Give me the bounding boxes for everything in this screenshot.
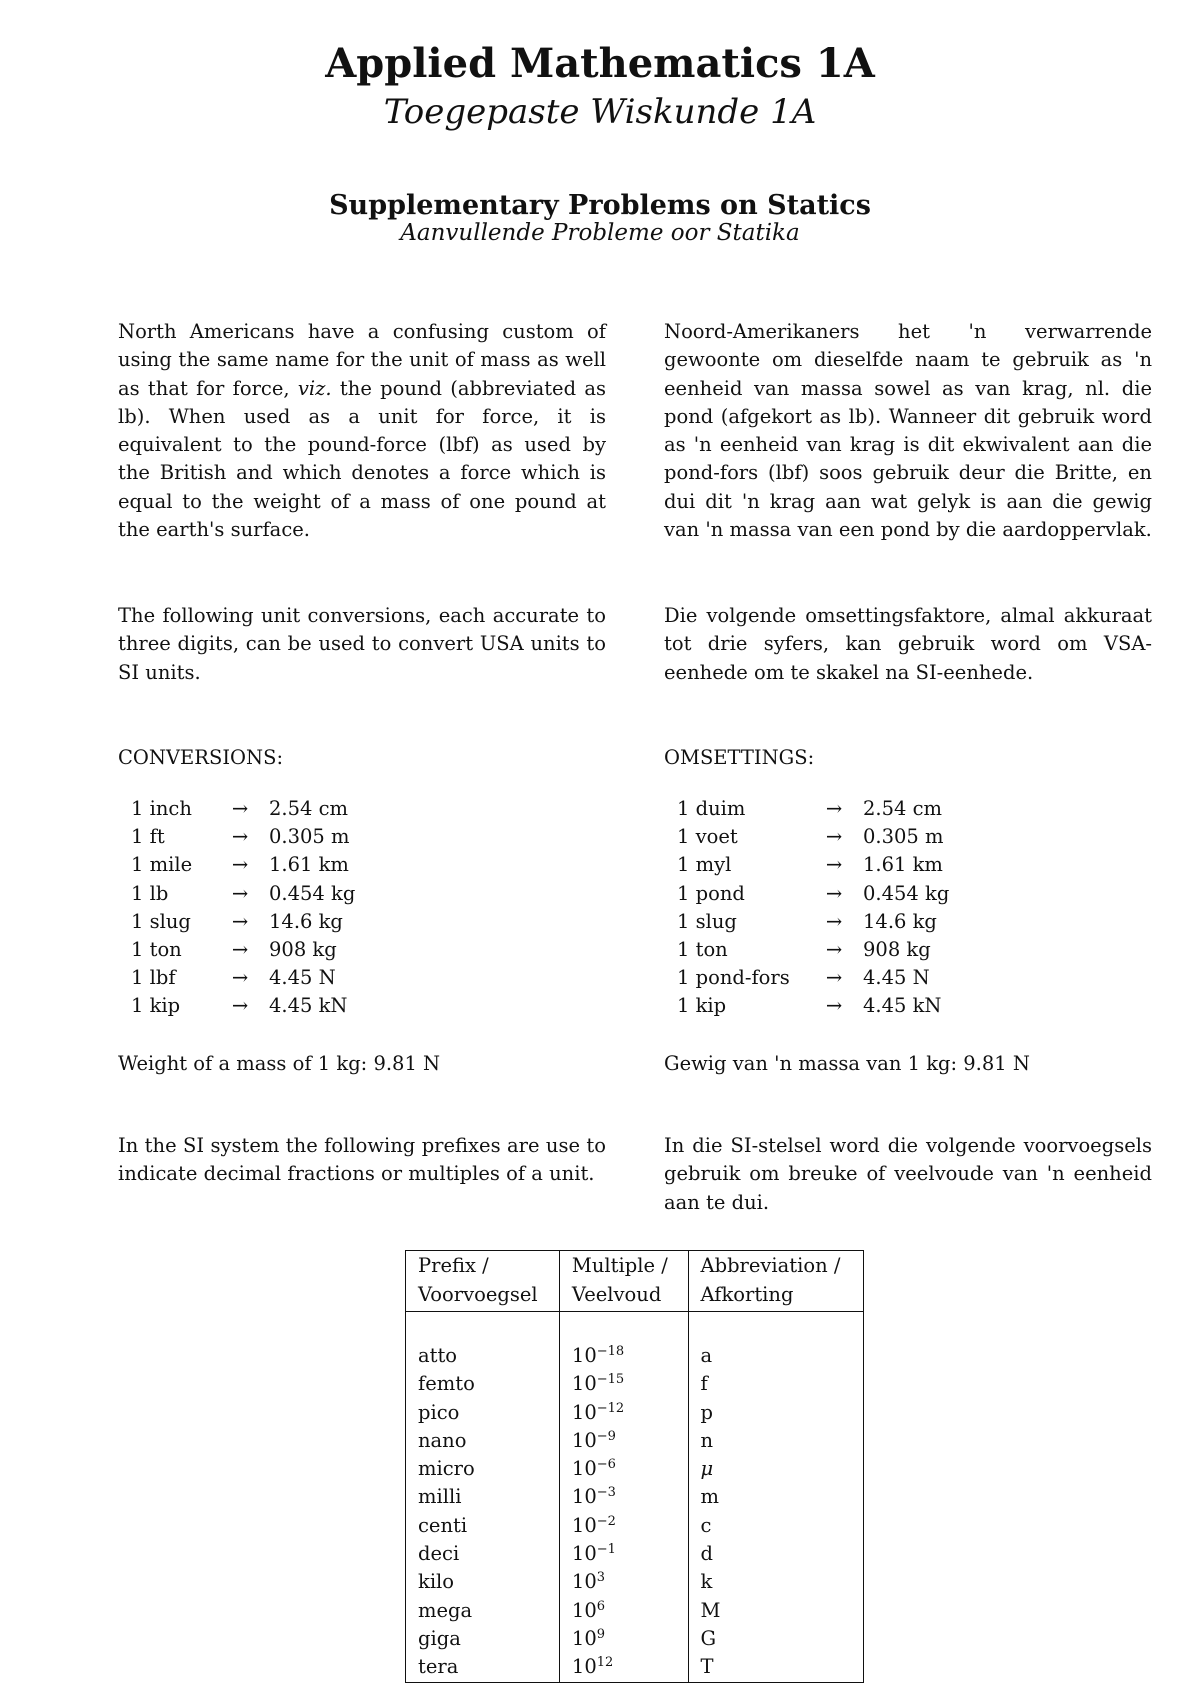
english-conversions-intro: The following unit conversions, each accurate to three digits, can be used to convert USA units to SI units.: [118, 604, 606, 684]
arrow-icon: →: [231, 994, 249, 1018]
afrikaans-conversions-intro: Die volgende omsettingsfaktore, almal akkuraat tot drie syfers, kan gebruik word om VSA-eenhede om te skakel na SI-eenhede.: [664, 604, 1152, 684]
table-row: [406, 1342, 864, 1370]
arrow-icon: →: [231, 966, 249, 990]
conversion-to: 4.45 kN: [863, 994, 942, 1018]
prefix-multiple: [559, 1483, 688, 1511]
conversion-to: 14.6 kg: [269, 909, 343, 933]
conversion-to: 0.454 kg: [863, 881, 950, 905]
conversion-from: 1 lbf: [131, 966, 176, 990]
conversion-from: 1 kip: [677, 994, 727, 1018]
si-prefix-table: [405, 1250, 864, 1683]
prefix-multiple: [559, 1625, 688, 1653]
arrow-icon: →: [231, 797, 249, 820]
conversion-from: 1 ft: [131, 825, 165, 849]
table-row: [406, 1399, 864, 1427]
multiple-exponent: 3: [596, 1570, 606, 1586]
multiple-exponent: −3: [596, 1485, 616, 1501]
multiple-base: 10: [571, 1542, 597, 1566]
conversion-from: 1 voet: [677, 825, 738, 849]
multiple-base: 10: [571, 1570, 597, 1594]
afrikaans-conversions-heading: OMSETTINGS:: [664, 746, 815, 769]
prefix-name: kilo: [406, 1568, 560, 1596]
conversion-from: 1 kip: [131, 994, 181, 1018]
prefix-name: mega: [406, 1597, 560, 1625]
conversion-row: [677, 992, 949, 1020]
prefix-abbreviation: k: [688, 1568, 864, 1596]
page-subtitle: Toegepaste Wiskunde 1A: [383, 92, 817, 132]
prefix-name: atto: [406, 1342, 560, 1370]
table-row: [406, 1597, 864, 1625]
conversion-row: [131, 880, 355, 908]
prefix-name: femto: [406, 1370, 560, 1398]
conversion-row: [677, 964, 949, 992]
conversion-from: 1 inch: [131, 797, 192, 820]
multiple-exponent: −18: [596, 1344, 625, 1359]
english-intro-paragraph: North Americans have a confusing custom of using the same name for the unit of mass as well as that for force, viz. the pound (abbreviated as lb). When used as a unit for force, it is equivalent to the pound-force (lbf) as used by the British and which denotes a force which is equal to the weight of a mass of one pound at the earth's surface.: [118, 320, 606, 542]
multiple-exponent: −6: [596, 1457, 616, 1473]
english-conversions-heading: CONVERSIONS:: [118, 746, 284, 769]
header-abbreviation: [688, 1251, 864, 1312]
prefix-abbreviation: f: [688, 1370, 864, 1398]
prefix-abbreviation: n: [688, 1427, 864, 1455]
multiple-exponent: 12: [596, 1655, 614, 1671]
conversion-row: [131, 992, 355, 1020]
conversion-from: 1 slug: [677, 909, 737, 933]
multiple-base: 10: [571, 1457, 597, 1481]
prefix-multiple: [559, 1342, 688, 1370]
conversion-row: [131, 795, 355, 823]
prefix-multiple: [559, 1540, 688, 1568]
prefix-abbreviation: m: [688, 1483, 864, 1511]
section-title: Supplementary Problems on Statics: [329, 190, 871, 221]
prefix-abbreviation: c: [688, 1512, 864, 1540]
conversion-to: 14.6 kg: [863, 909, 937, 933]
arrow-icon: →: [825, 909, 843, 933]
english-conversions-list: [131, 795, 355, 1021]
conversion-row: [131, 851, 355, 879]
english-prefix-intro: In the SI system the following prefixes are use to indicate decimal fractions or multiples of a unit.: [118, 1134, 606, 1186]
conversion-from: 1 pond: [677, 881, 745, 905]
table-row: [406, 1653, 864, 1682]
prefix-name: nano: [406, 1427, 560, 1455]
section-subtitle: Aanvullende Probleme oor Statika: [400, 220, 800, 246]
afrikaans-intro-paragraph: Noord-Amerikaners het 'n verwarrende gewoonte om dieselfde naam te gebruik as 'n eenheid van massa sowel as van krag, nl. die pond (afgekort as lb). Wanneer dit gebruik word as 'n eenheid van krag is dit ekwivalent aan die pond-fors (lbf) soos gebruik deur die Britte, en dui dit 'n krag aan wat gelyk is aan die gewig van 'n massa van een pond by die aardoppervlak.: [664, 320, 1152, 542]
multiple-base: 10: [571, 1428, 597, 1452]
prefix-abbreviation: M: [688, 1597, 864, 1625]
multiple-exponent: −15: [596, 1372, 625, 1388]
arrow-icon: →: [231, 881, 249, 905]
table-row: [406, 1483, 864, 1511]
multiple-base: 10: [571, 1626, 597, 1650]
prefix-abbreviation: d: [688, 1540, 864, 1568]
prefix-name: tera: [406, 1653, 560, 1682]
multiple-base: 10: [571, 1485, 597, 1509]
header-prefix: [406, 1251, 560, 1312]
prefix-abbreviation: a: [688, 1342, 864, 1370]
table-row: [406, 1512, 864, 1540]
arrow-icon: →: [231, 938, 249, 962]
afrikaans-conversions-list: [677, 795, 949, 1021]
prefix-name: milli: [406, 1483, 560, 1511]
conversion-from: 1 duim: [677, 797, 746, 820]
table-row: [406, 1427, 864, 1455]
multiple-exponent: −12: [596, 1400, 625, 1416]
table-row: [406, 1540, 864, 1568]
table-row: [406, 1625, 864, 1653]
multiple-exponent: −1: [596, 1542, 616, 1558]
arrow-icon: →: [231, 909, 249, 933]
prefix-multiple: [559, 1455, 688, 1483]
header-multiple: [559, 1251, 688, 1312]
multiple-base: 10: [571, 1513, 597, 1537]
multiple-base: 10: [571, 1655, 597, 1679]
conversion-row: [677, 795, 949, 823]
conversion-to: 2.54 cm: [269, 797, 349, 820]
multiple-exponent: −2: [596, 1513, 616, 1529]
conversion-to: 0.305 m: [863, 825, 944, 849]
prefix-abbreviation: G: [688, 1625, 864, 1653]
prefix-name: giga: [406, 1625, 560, 1653]
conversion-from: 1 lb: [131, 881, 169, 905]
arrow-icon: →: [231, 853, 249, 877]
table-header-row: [406, 1251, 864, 1312]
conversion-to: 2.54 cm: [863, 797, 943, 820]
conversion-from: 1 ton: [131, 938, 182, 962]
arrow-icon: →: [825, 966, 843, 990]
table-row: [406, 1370, 864, 1398]
conversion-row: [131, 908, 355, 936]
arrow-icon: →: [825, 881, 843, 905]
conversion-from: 1 myl: [677, 853, 732, 877]
conversion-from: 1 ton: [677, 938, 728, 962]
conversion-row: [677, 936, 949, 964]
conversion-row: [677, 823, 949, 851]
conversion-to: 4.45 N: [863, 966, 930, 990]
prefix-multiple: [559, 1568, 688, 1596]
prefix-name: pico: [406, 1399, 560, 1427]
arrow-icon: →: [825, 825, 843, 849]
arrow-icon: →: [825, 853, 843, 877]
header-multiple-en: Multiple /: [571, 1254, 668, 1277]
multiple-base: 10: [571, 1372, 597, 1396]
prefix-multiple: [559, 1512, 688, 1540]
english-weight-note: Weight of a mass of 1 kg: 9.81 N: [118, 1052, 441, 1075]
conversion-to: 4.45 N: [269, 966, 336, 990]
conversion-row: [131, 823, 355, 851]
multiple-exponent: 9: [596, 1626, 606, 1642]
conversion-to: 1.61 km: [863, 853, 943, 877]
prefix-abbreviation: T: [688, 1653, 864, 1682]
conversion-row: [677, 908, 949, 936]
header-prefix-af: Voorvoegsel: [418, 1283, 538, 1306]
conversion-to: 908 kg: [863, 938, 931, 962]
prefix-multiple: [559, 1399, 688, 1427]
conversion-to: 0.305 m: [269, 825, 350, 849]
conversion-to: 4.45 kN: [269, 994, 348, 1018]
arrow-icon: →: [825, 994, 843, 1018]
header-multiple-af: Veelvoud: [571, 1283, 662, 1306]
arrow-icon: →: [825, 797, 843, 820]
header-abbreviation-af: Afkorting: [700, 1283, 794, 1306]
prefix-multiple: [559, 1653, 688, 1682]
prefix-abbreviation: μ: [688, 1455, 864, 1483]
table-row: [406, 1568, 864, 1596]
conversion-from: 1 mile: [131, 853, 193, 877]
prefix-name: centi: [406, 1512, 560, 1540]
table-spacer-row: [406, 1312, 864, 1343]
conversion-to: 0.454 kg: [269, 881, 356, 905]
prefix-name: micro: [406, 1455, 560, 1483]
conversion-from: 1 pond-fors: [677, 966, 790, 990]
arrow-icon: →: [825, 938, 843, 962]
conversion-row: [677, 880, 949, 908]
prefix-multiple: [559, 1597, 688, 1625]
multiple-exponent: −9: [596, 1428, 616, 1444]
prefix-multiple: [559, 1370, 688, 1398]
prefix-abbreviation: p: [688, 1399, 864, 1427]
header-prefix-en: Prefix /: [418, 1254, 489, 1277]
header-abbreviation-en: Abbreviation /: [700, 1254, 841, 1277]
conversion-row: [677, 851, 949, 879]
multiple-base: 10: [571, 1344, 597, 1367]
afrikaans-prefix-intro: In die SI-stelsel word die volgende voorvoegsels gebruik om breuke of veelvoude van 'n eenheid aan te dui.: [664, 1134, 1152, 1214]
afrikaans-weight-note: Gewig van 'n massa van 1 kg: 9.81 N: [664, 1052, 1030, 1075]
page-title: Applied Mathematics 1A: [325, 40, 875, 87]
multiple-base: 10: [571, 1598, 597, 1622]
table-row: [406, 1455, 864, 1483]
prefix-name: deci: [406, 1540, 560, 1568]
conversion-to: 908 kg: [269, 938, 337, 962]
multiple-exponent: 6: [596, 1598, 606, 1614]
conversion-to: 1.61 km: [269, 853, 349, 877]
conversion-row: [131, 964, 355, 992]
multiple-base: 10: [571, 1400, 597, 1424]
conversion-row: [131, 936, 355, 964]
prefix-multiple: [559, 1427, 688, 1455]
arrow-icon: →: [231, 825, 249, 849]
conversion-from: 1 slug: [131, 909, 191, 933]
